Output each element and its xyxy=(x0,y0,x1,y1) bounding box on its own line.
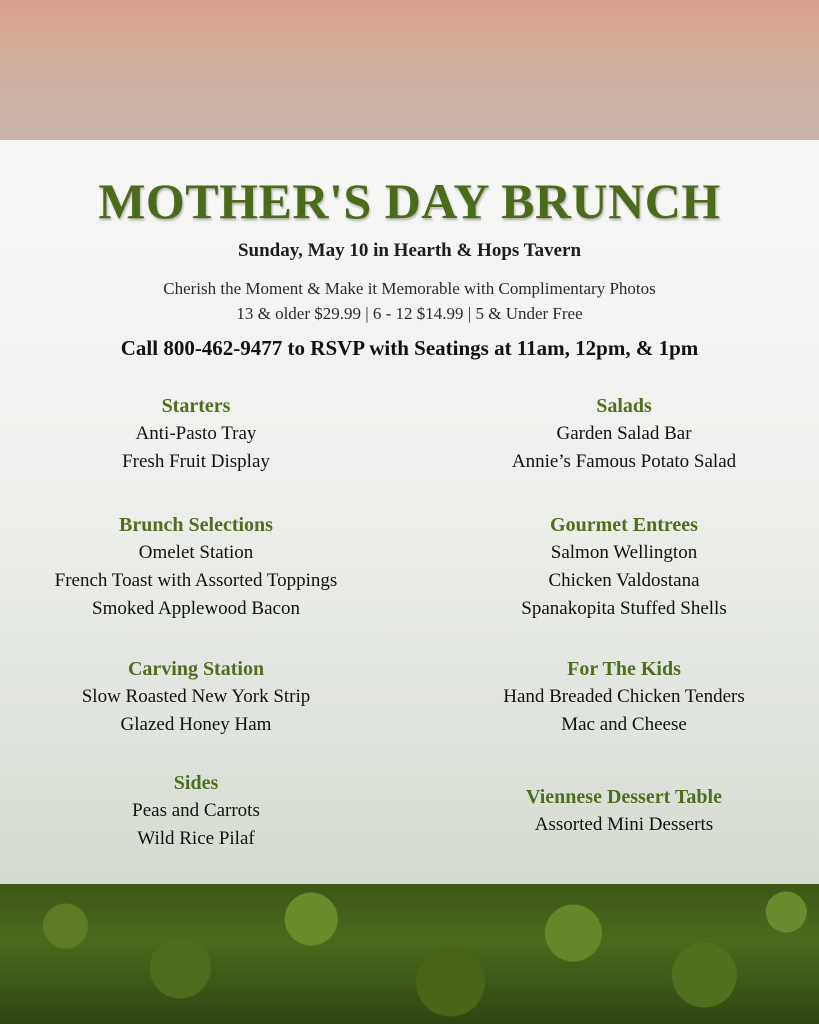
section-title: Carving Station xyxy=(127,658,265,680)
menu-item: Peas and Carrots xyxy=(132,800,260,821)
menu-item: Hand Breaded Chicken Tenders xyxy=(503,686,745,707)
tagline: Cherish the Moment & Make it Memorable with Complimentary Photos xyxy=(163,279,656,298)
section-title: Brunch Selections xyxy=(119,514,273,536)
menu-section-salads xyxy=(424,392,819,476)
menu-item: Omelet Station xyxy=(138,542,254,563)
section-title: Salads xyxy=(596,395,652,417)
page-title: MOTHER'S DAY BRUNCH xyxy=(98,173,721,229)
section-title: Viennese Dessert Table xyxy=(526,786,722,808)
section-title: Sides xyxy=(173,772,219,794)
menu-item: Slow Roasted New York Strip xyxy=(81,686,311,707)
menu-item: Glazed Honey Ham xyxy=(120,714,272,735)
section-title: Gourmet Entrees xyxy=(550,514,698,536)
menu-item: Wild Rice Pilaf xyxy=(137,828,255,849)
menu-section-sides xyxy=(0,769,396,853)
menu-section-carving-station xyxy=(0,655,396,739)
menu-section-starters xyxy=(0,392,396,476)
menu-section-gourmet-entrees xyxy=(424,511,819,623)
sunset-sky xyxy=(0,0,819,140)
menu-item: Spanakopita Stuffed Shells xyxy=(521,598,727,619)
menu-section-brunch-selections xyxy=(0,511,396,623)
rsvp-info: Call 800-462-9477 to RSVP with Seatings at 11am, 12pm, & 1pm xyxy=(120,336,699,360)
menu-section-for-the-kids xyxy=(424,655,819,739)
menu-section-viennese-dessert-table xyxy=(424,783,819,839)
event-date-location: Sunday, May 10 in Hearth & Hops Tavern xyxy=(237,240,582,261)
pricing: 13 & older $29.99 | 6 - 12 $14.99 | 5 & Under Free xyxy=(236,304,583,323)
section-title: Starters xyxy=(161,395,231,417)
menu-item: French Toast with Assorted Toppings xyxy=(54,570,338,591)
menu-item: Annie’s Famous Potato Salad xyxy=(511,451,737,472)
section-title: For The Kids xyxy=(567,658,681,680)
menu-item: Anti-Pasto Tray xyxy=(135,423,257,444)
menu-item: Salmon Wellington xyxy=(550,542,698,563)
menu-item: Assorted Mini Desserts xyxy=(534,814,714,835)
menu-item: Fresh Fruit Display xyxy=(122,451,270,472)
menu-item: Mac and Cheese xyxy=(561,714,687,735)
menu-item: Chicken Valdostana xyxy=(548,570,700,591)
menu-item: Smoked Applewood Bacon xyxy=(92,598,300,619)
menu-item: Garden Salad Bar xyxy=(556,423,692,444)
menu-content xyxy=(0,140,819,884)
forest-canopy xyxy=(0,884,819,1024)
